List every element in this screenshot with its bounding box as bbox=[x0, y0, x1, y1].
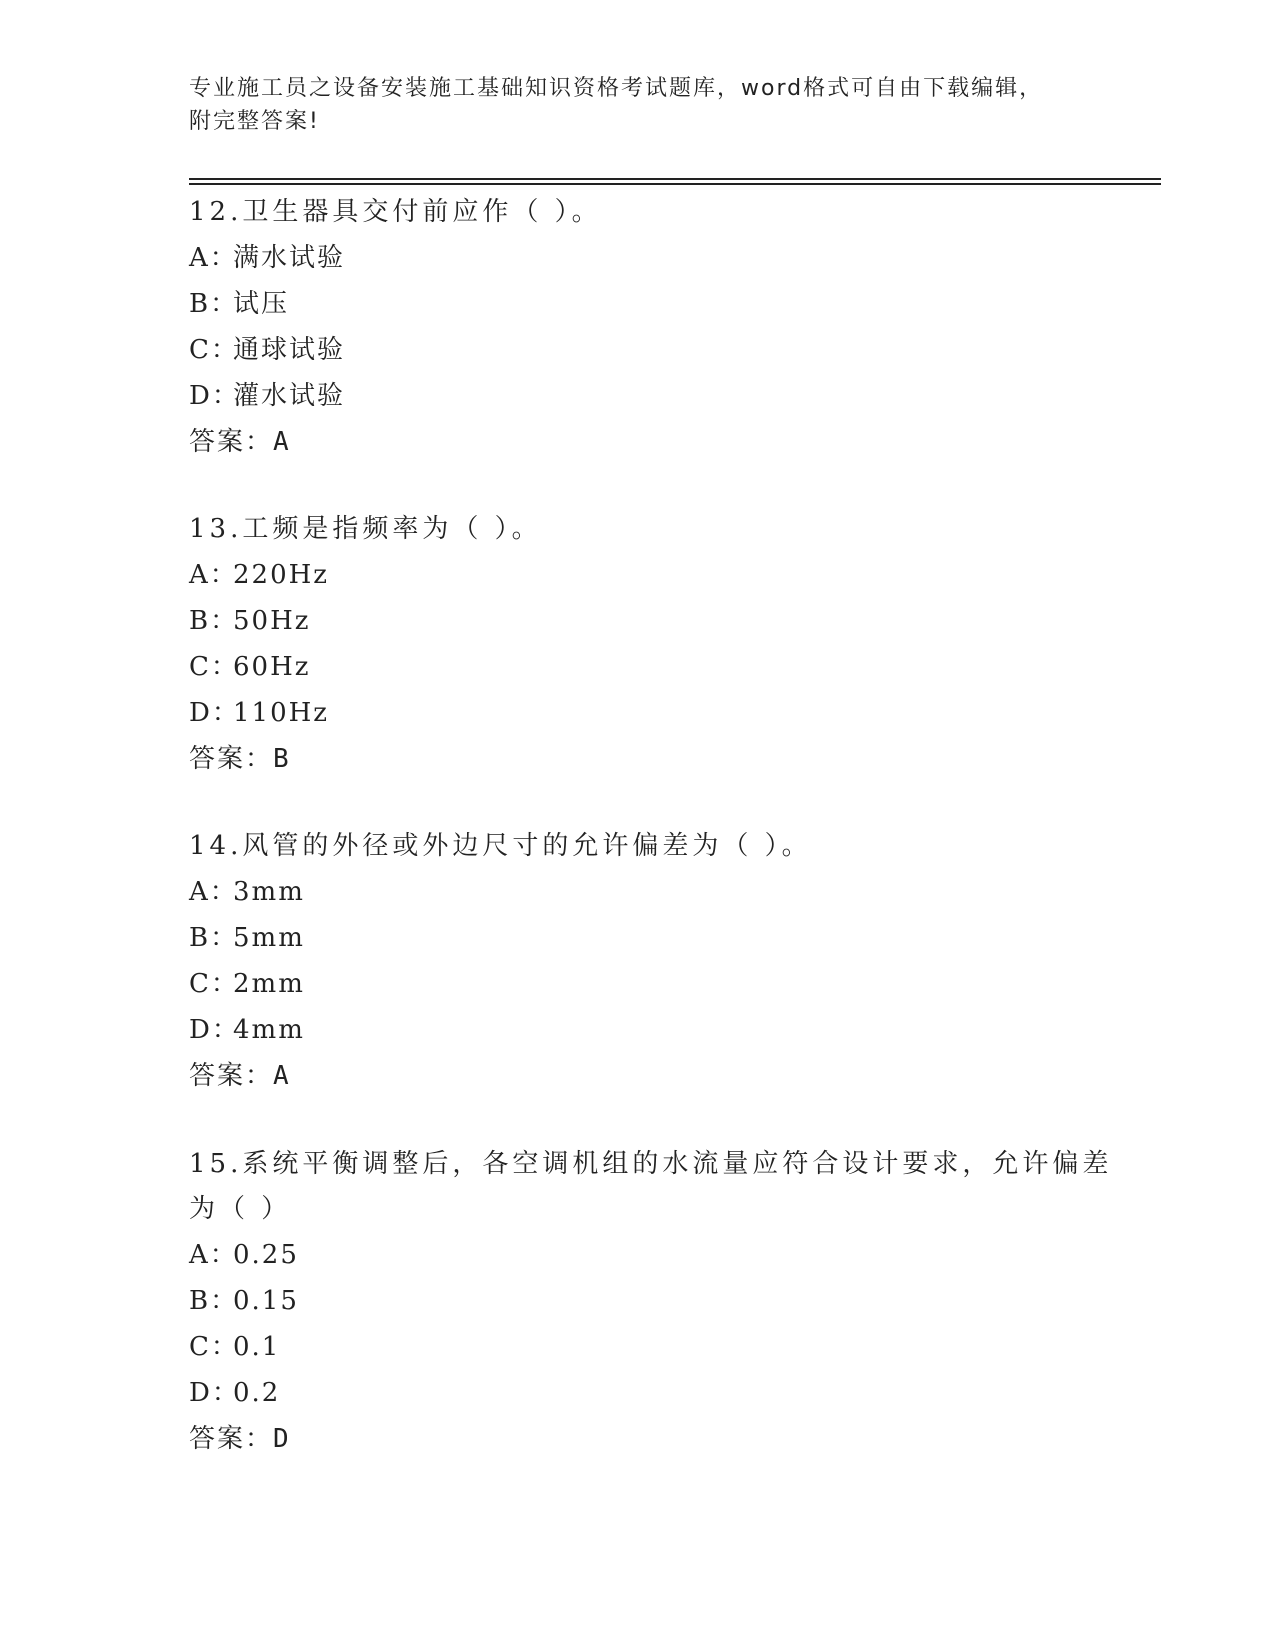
answer: 答案：A bbox=[189, 427, 291, 457]
option-d bbox=[189, 373, 1129, 419]
question-12 bbox=[189, 190, 1129, 465]
option-key: C： bbox=[189, 1332, 239, 1362]
option-text: 0.25 bbox=[233, 1240, 299, 1270]
option-key: C： bbox=[189, 652, 239, 682]
option-key: B： bbox=[189, 1286, 239, 1316]
option-a bbox=[189, 235, 1129, 281]
option-text: 2mm bbox=[233, 969, 305, 999]
option-key: A： bbox=[189, 1240, 238, 1270]
header-rule-top bbox=[189, 178, 1161, 180]
option-text: 满水试验 bbox=[233, 243, 346, 273]
option-c bbox=[189, 1324, 1129, 1370]
option-b bbox=[189, 598, 1129, 644]
question-title-line-2: 为（ ） bbox=[189, 1194, 292, 1224]
option-text: 灌水试验 bbox=[233, 381, 346, 411]
option-c bbox=[189, 961, 1129, 1007]
document-header bbox=[189, 72, 1089, 138]
header-rule-bottom bbox=[189, 183, 1161, 185]
option-key: A： bbox=[189, 243, 238, 273]
header-line-1: 专业施工员之设备安装施工基础知识资格考试题库，word格式可自由下载编辑， bbox=[189, 76, 1044, 101]
option-text: 0.1 bbox=[233, 1332, 281, 1362]
option-c bbox=[189, 644, 1129, 690]
option-text: 通球试验 bbox=[233, 335, 346, 365]
option-d bbox=[189, 690, 1129, 736]
option-b bbox=[189, 281, 1129, 327]
option-a bbox=[189, 1232, 1129, 1278]
question-title: 14.风管的外径或外边尺寸的允许偏差为（ ）。 bbox=[189, 831, 812, 861]
answer: 答案：D bbox=[189, 1424, 291, 1454]
option-a bbox=[189, 552, 1129, 598]
answer: 答案：B bbox=[189, 744, 291, 774]
option-key: B： bbox=[189, 606, 239, 636]
option-key: A： bbox=[189, 560, 238, 590]
question-title: 13.工频是指频率为（ ）。 bbox=[189, 514, 542, 544]
option-text: 220Hz bbox=[233, 560, 329, 590]
option-key: D： bbox=[189, 381, 240, 411]
question-13 bbox=[189, 507, 1129, 782]
option-b bbox=[189, 1278, 1129, 1324]
option-text: 0.2 bbox=[233, 1378, 281, 1408]
option-text: 50Hz bbox=[233, 606, 311, 636]
option-d bbox=[189, 1007, 1129, 1053]
question-title-line-1: 15.系统平衡调整后，各空调机组的水流量应符合设计要求，允许偏差 bbox=[189, 1149, 1113, 1179]
option-key: B： bbox=[189, 289, 239, 319]
option-text: 60Hz bbox=[233, 652, 311, 682]
option-a bbox=[189, 869, 1129, 915]
option-key: B： bbox=[189, 923, 239, 953]
option-key: C： bbox=[189, 969, 239, 999]
option-text: 0.15 bbox=[233, 1286, 299, 1316]
header-line-2: 附完整答案! bbox=[189, 109, 320, 134]
option-key: D： bbox=[189, 1378, 240, 1408]
option-text: 5mm bbox=[233, 923, 305, 953]
answer: 答案：A bbox=[189, 1061, 291, 1091]
option-text: 试压 bbox=[233, 289, 290, 319]
option-text: 3mm bbox=[233, 877, 305, 907]
option-text: 4mm bbox=[233, 1015, 305, 1045]
option-key: A： bbox=[189, 877, 238, 907]
option-d bbox=[189, 1370, 1129, 1416]
option-key: D： bbox=[189, 698, 240, 728]
option-text: 110Hz bbox=[233, 698, 329, 728]
question-title: 12.卫生器具交付前应作（ ）。 bbox=[189, 197, 602, 227]
option-key: C： bbox=[189, 335, 239, 365]
option-b bbox=[189, 915, 1129, 961]
option-key: D： bbox=[189, 1015, 240, 1045]
question-14 bbox=[189, 824, 1129, 1099]
option-c bbox=[189, 327, 1129, 373]
question-15 bbox=[189, 1142, 1129, 1462]
